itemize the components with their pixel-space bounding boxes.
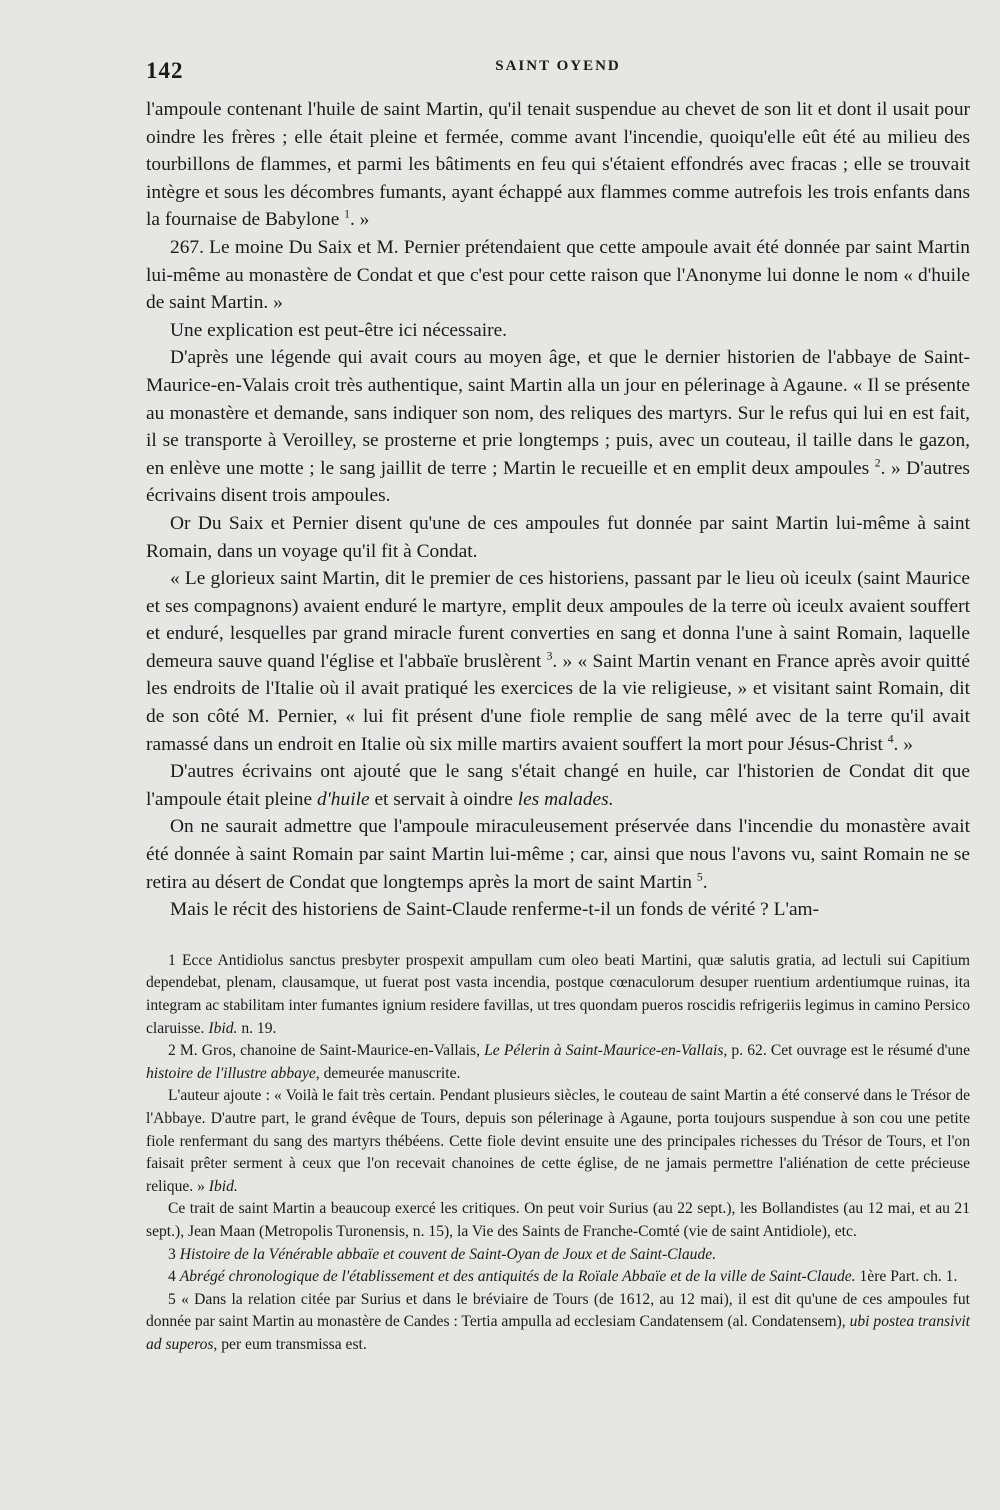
footnote-5: 5 « Dans la relation citée par Surius et dans le bréviaire de Tours (de 1612, au 12 mai), il est dit qu'une de ces ampoules fut donnée par saint Martin au monastère de Candes : Tertia ampulla ad ecclesiam Candatensem (al. Condatensem), ubi postea transivit ad superos, per eum transmissa est. [146,1290,970,1353]
main-text [146,96,970,924]
footnote-2: 2 M. Gros, chanoine de Saint-Maurice-en-Vallais, Le Pélerin à Saint-Maurice-en-Vallais, p. 62. Cet ouvrage est le résumé d'une histoire de l'illustre abbaye, demeurée manuscrite. [146,1042,971,1082]
footnote-2-continued: L'auteur ajoute : « Voilà le fait très certain. Pendant plusieurs siècles, le couteau de saint Martin a été conservé dans le Trésor de l'Abbaye. D'autre part, le grand évêque de Tours, depuis son pélerinage à Agaune, porta toujours suspendue à son cou une petite fiole renfermant du sang des martyrs thébéens. Cette fiole devint ensuite une des principales richesses du Trésor de Tours, et l'on faisait prêter serment à ceux que l'on recevait chanoines de cette église, de ne jamais permettre l'aliénation de cette précieuse relique. » Ibid. [146,1087,970,1195]
footnote-ref[interactable]: 5 [696,870,703,884]
footnote-3: 3 Histoire de la Vénérable abbaïe et couvent de Saint-Oyan de Joux et de Saint-Claude. [168,1245,717,1263]
page-header [146,52,970,96]
page-number: 142 [146,58,184,83]
paragraph: Une explication est peut-être ici nécessaire. [170,319,508,341]
paragraph: 267. Le moine Du Saix et M. Pernier prétendaient que cette ampoule avait été donnée par saint Martin lui-même au monastère de Condat et que c'est pour cette raison que l'Anonyme lui donne le nom « d'huile de saint Martin. » [146,236,970,314]
footnote-ref[interactable]: 1 [344,207,350,221]
paragraph: Mais le récit des historiens de Saint-Claude renferme-t-il un fonds de vérité ? L'am- [170,899,820,921]
footnote-ref[interactable]: 2 [874,456,881,470]
paragraph: On ne saurait admettre que l'ampoule miraculeusement préservée dans l'incendie du monastère avait été donnée à saint Romain par saint Martin lui-même ; car, ainsi que nous l'avons vu, saint Romain ne se retira au désert de Condat que longtemps après la mort de saint Martin $^5$. [146,816,970,893]
paragraph: Or Du Saix et Pernier disent qu'une de ces ampoules fut donnée par saint Martin lui-même à saint Romain, dans un voyage qu'il fit à Condat. [146,512,970,562]
paragraph: « Le glorieux saint Martin, dit le premier de ces historiens, passant par le lieu où iceulx (saint Maurice et ses compagnons) avaient enduré le martyre, emplit deux ampoules de la terre où iceulx avaient souffert et enduré, lesquelles par grand miracle furent converties en sang et donna l'une à saint Romain, laquelle demeura sauve quand l'église et l'abbaïe bruslèrent $^3$. » « Saint Martin venant en France après avoir quitté les endroits de l'Italie où il avait pratiqué les exercices de la vie religieuse, » et visitant saint Romain, dit de son côté M. Pernier, « lui fit présent d'une fiole remplie de sang mêlé avec de la terre qu'il avait ramassé dans un endroit en Italie où six mille martirs avaient souffert la mort pour Jésus-Christ $^4$. » [146,568,970,755]
footnote-2-remark: Ce trait de saint Martin a beaucoup exercé les critiques. On peut voir Surius (au 22 sept.), les Bollandistes (au 12 mai, et au 21 sept.), Jean Maan (Metropolis Turonensis, n. 15), la Vie des Saints de Franche-Comté (vie de saint Antidiole), etc. [146,1200,970,1240]
footnote-1: 1 Ecce Antidiolus sanctus presbyter prospexit ampullam cum oleo beati Martini, quæ salutis gratia, ad lectuli sui Capitium dependebat, plenam, clausamque, ut fuerat post vasta incendia, postque cœnaculorum desuper ruentium ardentiumque ruinas, ita integram ac stabilitam inter fumantes ignium residere favillas, ut tres quondam pueros roscidis refrigeriis legimus in camino Persico claruisse. Ibid. n. 19. [146,951,970,1037]
footnote-4: 4 Abrégé chronologique de l'établissement et des antiquités de la Roïale Abbaïe et de la ville de Saint-Claude. 1ère Part. ch. 1. [168,1268,958,1286]
footnote-spacer [146,924,970,950]
paragraph: l'ampoule contenant l'huile de saint Martin, qu'il tenait suspendue au chevet de son lit et dont il usait pour oindre les frères ; elle était pleine et fermée, comme avant l'incendie, quoiqu'elle eût été au milieu des tourbillons de flammes, et parmi les bâtiments en feu qui s'étaient effondrés avec fracas ; elle se trouvait intègre et sous les décombres fumants, ayant échappé aux flammes comme autrefois les trois enfants dans la fournaise de Babylone $^1$. » [146,99,970,231]
footnotes [146,950,970,1357]
paragraph: D'après une légende qui avait cours au moyen âge, et que le dernier historien de l'abbaye de Saint-Maurice-en-Valais croit très authentique, saint Martin alla un jour en pélerinage à Agaune. « Il se présente au monastère et demande, sans indiquer son nom, des reliques des martyrs. Sur le refus qui lui en est fait, il se transporte à Veroilley, se prosterne et prie longtemps ; puis, avec un couteau, il taille dans le gazon, en enlève une motte ; le sang jaillit de terre ; Martin le recueille et en emplit deux ampoules $^2$. » D'autres écrivains disent trois ampoules. [146,347,970,507]
footnote-ref[interactable]: 3 [546,649,553,663]
footnote-ref[interactable]: 4 [887,732,894,746]
running-title: SAINT OYEND [495,58,621,74]
paragraph: D'autres écrivains ont ajouté que le sang s'était changé en huile, car l'historien de Condat dit que l'ampoule était pleine d'huile et servait à oindre les malades. [146,761,970,810]
